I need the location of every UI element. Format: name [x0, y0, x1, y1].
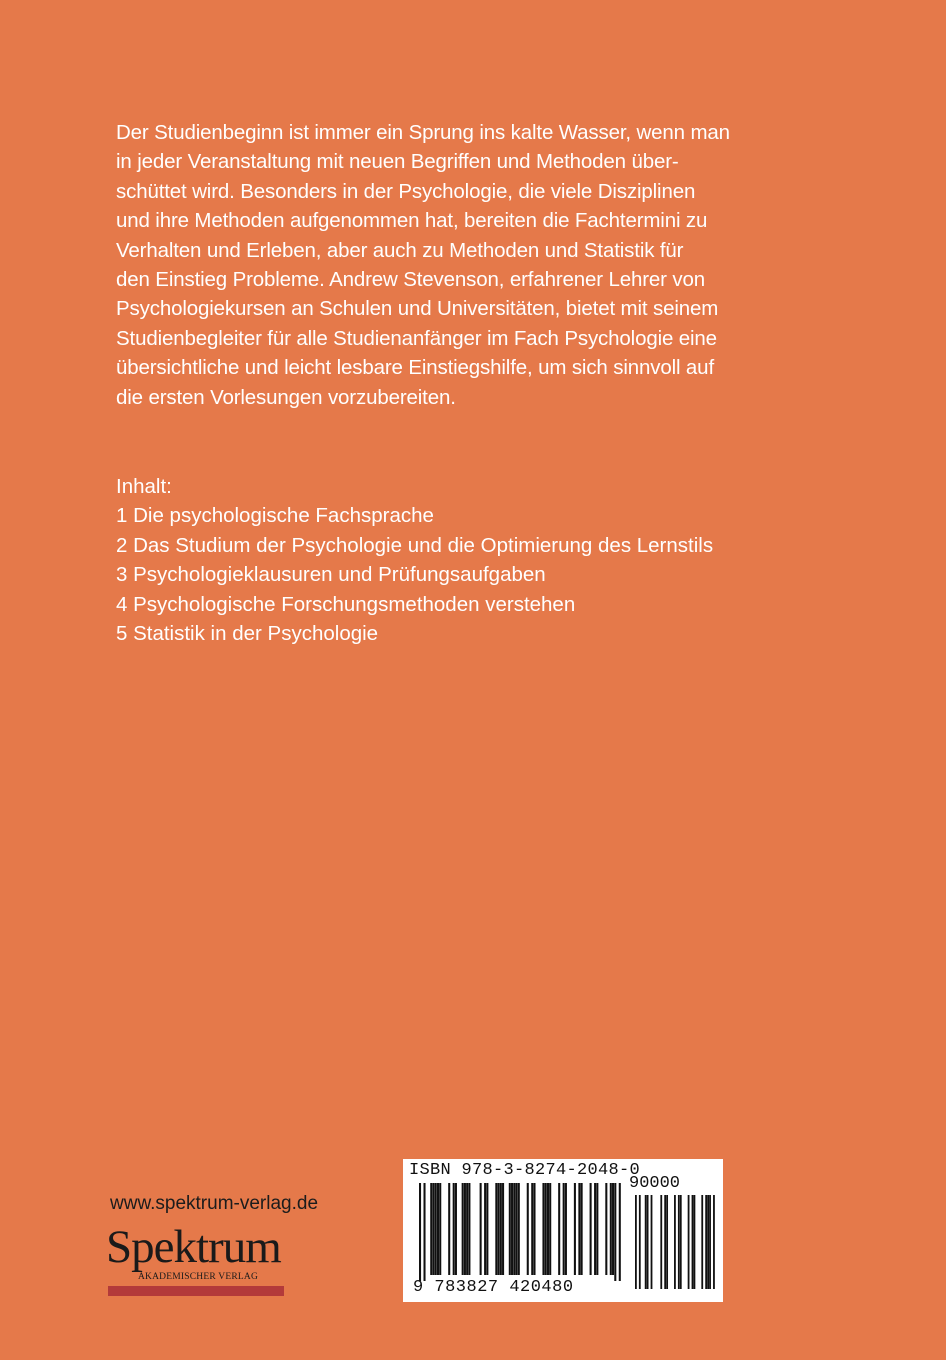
- barcode-bar: [645, 1195, 647, 1289]
- barcode-bar: [614, 1183, 616, 1281]
- barcode-bar: [581, 1183, 583, 1275]
- barcode-bar: [502, 1183, 504, 1275]
- isbn-label: ISBN 978-3-8274-2048-0: [409, 1161, 641, 1180]
- blurb-text: [116, 118, 736, 412]
- blurb-line: Der Studienbeginn ist immer ein Sprung ins kalte Wasser, wenn man: [116, 121, 730, 144]
- blurb-line: Psychologiekursen an Schulen und Universitäten, bietet mit seinem: [116, 297, 719, 321]
- barcode-bar: [423, 1183, 425, 1281]
- barcode-bar: [498, 1183, 500, 1275]
- blurb-line: Verhalten und Erleben, aber auch zu Methoden und Statistik für: [116, 238, 684, 262]
- barcode-bar: [590, 1183, 592, 1275]
- publisher-logo-bar: [108, 1286, 284, 1296]
- blurb-line: Studienbegleiter für alle Studienanfänger im Fach Psychologie eine: [116, 326, 717, 350]
- barcode-bar: [509, 1183, 511, 1275]
- barcode-bar: [468, 1183, 470, 1275]
- ean-barcode-icon: [419, 1183, 621, 1281]
- blurb-line: die ersten Vorlesungen vorzubereiten.: [116, 385, 456, 409]
- barcode-bar: [664, 1195, 666, 1289]
- barcode-bar: [694, 1195, 696, 1289]
- barcode-bar: [612, 1183, 614, 1275]
- barcode-bar: [531, 1183, 533, 1275]
- barcode-bar: [464, 1183, 466, 1275]
- barcode-bar: [437, 1183, 439, 1275]
- barcode-bar: [549, 1183, 551, 1275]
- barcode-bar: [500, 1183, 502, 1275]
- barcode-bar: [466, 1183, 468, 1275]
- contents-item: 3 Psychologieklausuren und Prüfungsaufgaben: [116, 563, 546, 587]
- barcode-bar: [635, 1195, 637, 1289]
- blurb-line: in jeder Veranstaltung mit neuen Begriffen und Methoden über-: [116, 150, 679, 174]
- barcode-bar: [605, 1183, 607, 1275]
- publisher-url: www.spektrum-verlag.de: [110, 1193, 319, 1214]
- barcode-bar: [439, 1183, 441, 1275]
- barcode-bar: [455, 1183, 457, 1275]
- barcode-bar: [542, 1183, 544, 1275]
- barcode-bar: [678, 1195, 680, 1289]
- publisher-logo-subtitle: AKADEMISCHER VERLAG: [138, 1272, 259, 1282]
- barcode-bar: [448, 1183, 450, 1275]
- barcode-bar: [674, 1195, 676, 1289]
- barcode-bar: [547, 1183, 549, 1275]
- blurb-line: übersichtliche und leicht lesbare Einstiegshilfe, um sich sinnvoll auf: [116, 356, 714, 380]
- barcode-bar: [558, 1183, 560, 1275]
- addon-digits: 90000: [629, 1174, 681, 1193]
- barcode-bar: [680, 1195, 682, 1289]
- barcode-bar: [578, 1183, 580, 1275]
- barcode-panel: [403, 1159, 723, 1302]
- contents-item: 1 Die psychologische Fachsprache: [116, 504, 434, 528]
- barcode-bar: [432, 1183, 434, 1275]
- barcode-bar: [565, 1183, 567, 1275]
- barcode-bar: [692, 1195, 694, 1289]
- blurb-line: schüttet wird. Besonders in der Psychologie, die viele Disziplinen: [116, 179, 696, 203]
- ean-digits: 9 783827 420480: [413, 1278, 574, 1297]
- barcode-bar: [513, 1183, 515, 1275]
- barcode-bar: [651, 1195, 653, 1289]
- barcode-bar: [709, 1195, 711, 1289]
- contents-heading: Inhalt:: [116, 475, 172, 498]
- contents-item: 5 Statistik in der Psychologie: [116, 622, 379, 646]
- barcode-bar: [527, 1183, 529, 1275]
- barcode-bar: [419, 1183, 421, 1281]
- barcode-bar: [511, 1183, 513, 1275]
- blurb-line: und ihre Methoden aufgenommen hat, bereiten die Fachtermini zu: [116, 209, 708, 233]
- barcode-bar: [495, 1183, 497, 1275]
- barcode-bar: [516, 1183, 518, 1275]
- barcode-bar: [594, 1183, 596, 1275]
- barcode-bar: [545, 1183, 547, 1275]
- barcode-bar: [688, 1195, 690, 1289]
- barcode-bar: [563, 1183, 565, 1275]
- blurb-line: den Einstieg Probleme. Andrew Stevenson, erfahrener Lehrer von: [116, 268, 705, 292]
- contents-item: 4 Psychologische Forschungsmethoden verstehen: [116, 592, 576, 616]
- barcode-bar: [518, 1183, 520, 1275]
- publisher-logo-name: Spektrum: [106, 1221, 281, 1273]
- barcode-bar: [660, 1195, 662, 1289]
- barcode-bar: [619, 1183, 621, 1281]
- publisher-logo: [106, 1221, 284, 1300]
- addon-barcode-icon: [635, 1195, 715, 1289]
- barcode-bar: [430, 1183, 432, 1275]
- barcode-bar: [666, 1195, 668, 1289]
- barcode-bar: [701, 1195, 703, 1289]
- contents-list: [116, 472, 736, 648]
- barcode-bar: [610, 1183, 612, 1275]
- barcode-bar: [574, 1183, 576, 1275]
- barcode-bar: [462, 1183, 464, 1275]
- contents-item: 2 Das Studium der Psychologie und die Optimierung des Lernstils: [116, 533, 714, 557]
- barcode-bar: [705, 1195, 707, 1289]
- barcode-bar: [486, 1183, 488, 1275]
- barcode-bar: [596, 1183, 598, 1275]
- barcode-bar: [707, 1195, 709, 1289]
- barcode-bar: [435, 1183, 437, 1275]
- barcode-bar: [647, 1195, 649, 1289]
- barcode-bar: [713, 1195, 715, 1289]
- barcode-bar: [480, 1183, 482, 1275]
- barcode-bar: [639, 1195, 641, 1289]
- barcode-bar: [453, 1183, 455, 1275]
- barcode-bar: [484, 1183, 486, 1275]
- barcode-bar: [533, 1183, 535, 1275]
